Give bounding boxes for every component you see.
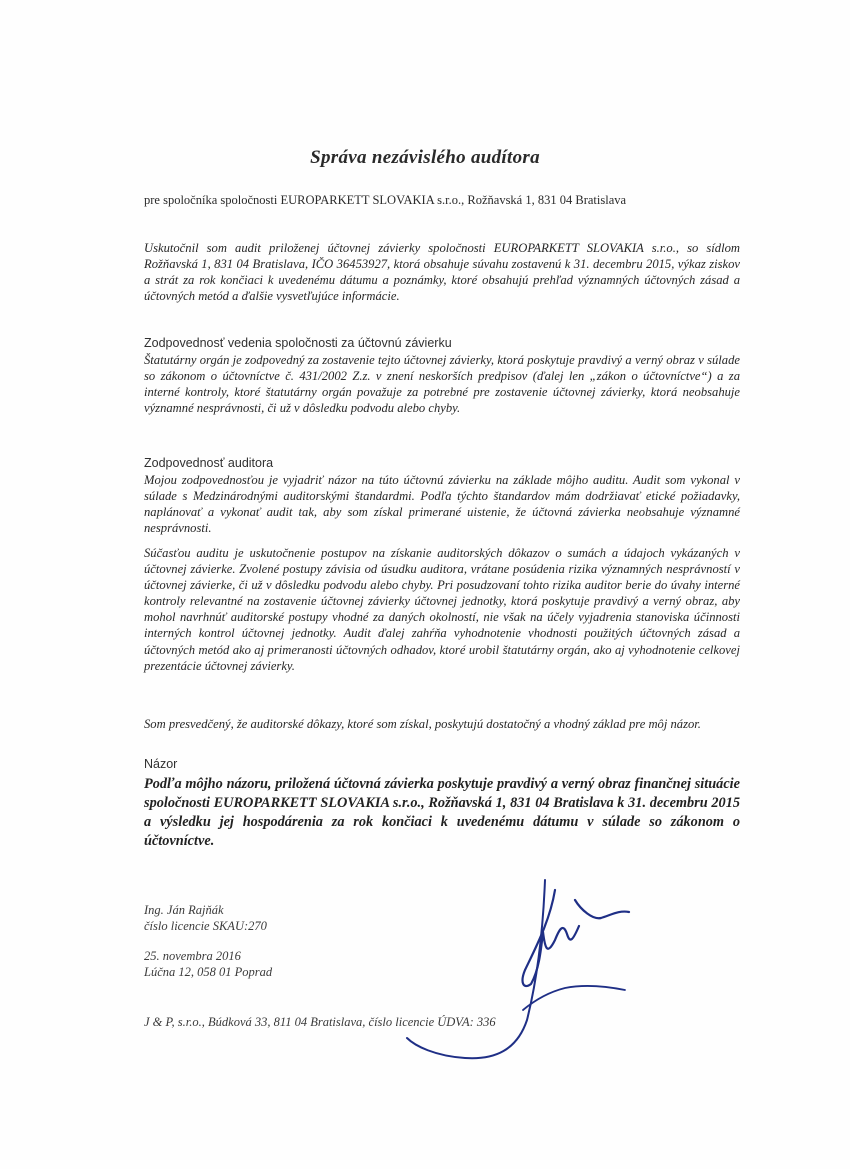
management-paragraph: Štatutárny orgán je zodpovedný za zostavenie tejto účtovnej závierky, ktorá poskytuje pravdivý a verný obraz v súlade so zákonom o účtovníctve č. 431/2002 Z.z. v znení neskorších predpisov (ďalej len „zákon o účtovníctve“) a za interné kontroly, ktoré štatutárny orgán považuje za potrebné pre zostavenie účtovnej závierky, ktorá neobsahuje významné nesprávnosti, či už v dôsledku podvodu alebo chyby. bbox=[144, 353, 740, 416]
intro-paragraph: Uskutočnil som audit priloženej účtovnej závierky spoločnosti EUROPARKETT SLOVAKIA s.r.o., so sídlom Rožňavská 1, 831 04 Bratislava, IČO 36453927, ktorá obsahuje súvahu zostavenú k 31. decembru 2015, výkaz ziskov a strát za rok končiaci k uvedenému dátumu a poznámky, ktoré obsahujú prehľad významných účtovných zásad a účtovných metód a ďalšie vysvetľujúce informácie. bbox=[144, 241, 740, 304]
opinion-paragraph: Podľa môjho názoru, priložená účtovná závierka poskytuje pravdivý a verný obraz finančnej situácie spoločnosti EUROPARKETT SLOVAKIA s.r.o., Rožňavská 1, 831 04 Bratislava k 31. decembru 2015 a výsledku jej hospodárenia za rok končiaci k uvedenému dátumu v súlade so zákonom o účtovníctve. bbox=[144, 776, 740, 849]
report-date: 25. novembra 2016 bbox=[144, 949, 241, 963]
firm-footer: J & P, s.r.o., Búdková 33, 811 04 Bratislava, číslo licencie ÚDVA: 336 bbox=[144, 1015, 496, 1029]
auditor-paragraph-1: Mojou zodpovednosťou je vyjadriť názor na túto účtovnú závierku na základe môjho auditu. Audit som vykonal v súlade s Medzinárodnými auditorskými štandardmi. Podľa týchto štandardov mám dodržiavať etické požiadavky, naplánovať a vykonať audit tak, aby som získal primerané uistenie, že účtovná závierka neobsahuje významné nesprávnosti. bbox=[144, 473, 740, 536]
auditor-license: číslo licencie SKAU:270 bbox=[144, 919, 267, 933]
auditor-paragraph-2: Súčasťou auditu je uskutočnenie postupov na získanie auditorských dôkazov o sumách a údajoch vykázaných v účtovnej závierke. Zvolené postupy závisia od úsudku auditora, vrátane posúdenia rizika významných nesprávností v účtovnej závierke, či už v dôsledku podvodu alebo chyby. Pri posudzovaní tohto rizika auditor berie do úvahy interné kontroly relevantné na zostavenie účtovnej závierky účtovnej jednotky, ktorá poskytuje pravdivý a verný obraz, aby mohol navrhnúť auditorské postupy vhodné za daných okolností, nie však na účely vyjadrenia stanoviska účinnosti interných kontrol účtovnej jednotky. Audit ďalej zahŕňa vyhodnotenie vhodnosti použitých účtovných zásad a účtovných metód ako aj primeranosti účtovných odhadov, ktoré urobil štatutárny orgán, ako aj vyhodnotenie celkovej prezentácie účtovnej závierky. bbox=[144, 546, 740, 673]
report-recipient: pre spoločníka spoločnosti EUROPARKETT SLOVAKIA s.r.o., Rožňavská 1, 831 04 Bratislava bbox=[144, 193, 627, 207]
opinion-heading: Názor bbox=[144, 757, 178, 771]
handwritten-signature bbox=[405, 860, 665, 1060]
report-title: Správa nezávislého audítora bbox=[310, 147, 540, 168]
auditor-heading: Zodpovednosť auditora bbox=[144, 456, 274, 470]
report-place: Lúčna 12, 058 01 Poprad bbox=[144, 965, 273, 979]
auditor-paragraph-3: Som presvedčený, že auditorské dôkazy, ktoré som získal, poskytujú dostatočný a vhodný základ pre môj názor. bbox=[144, 717, 701, 731]
auditor-name: Ing. Ján Rajňák bbox=[144, 903, 224, 917]
management-heading: Zodpovednosť vedenia spoločnosti za účtovnú závierku bbox=[144, 336, 452, 350]
